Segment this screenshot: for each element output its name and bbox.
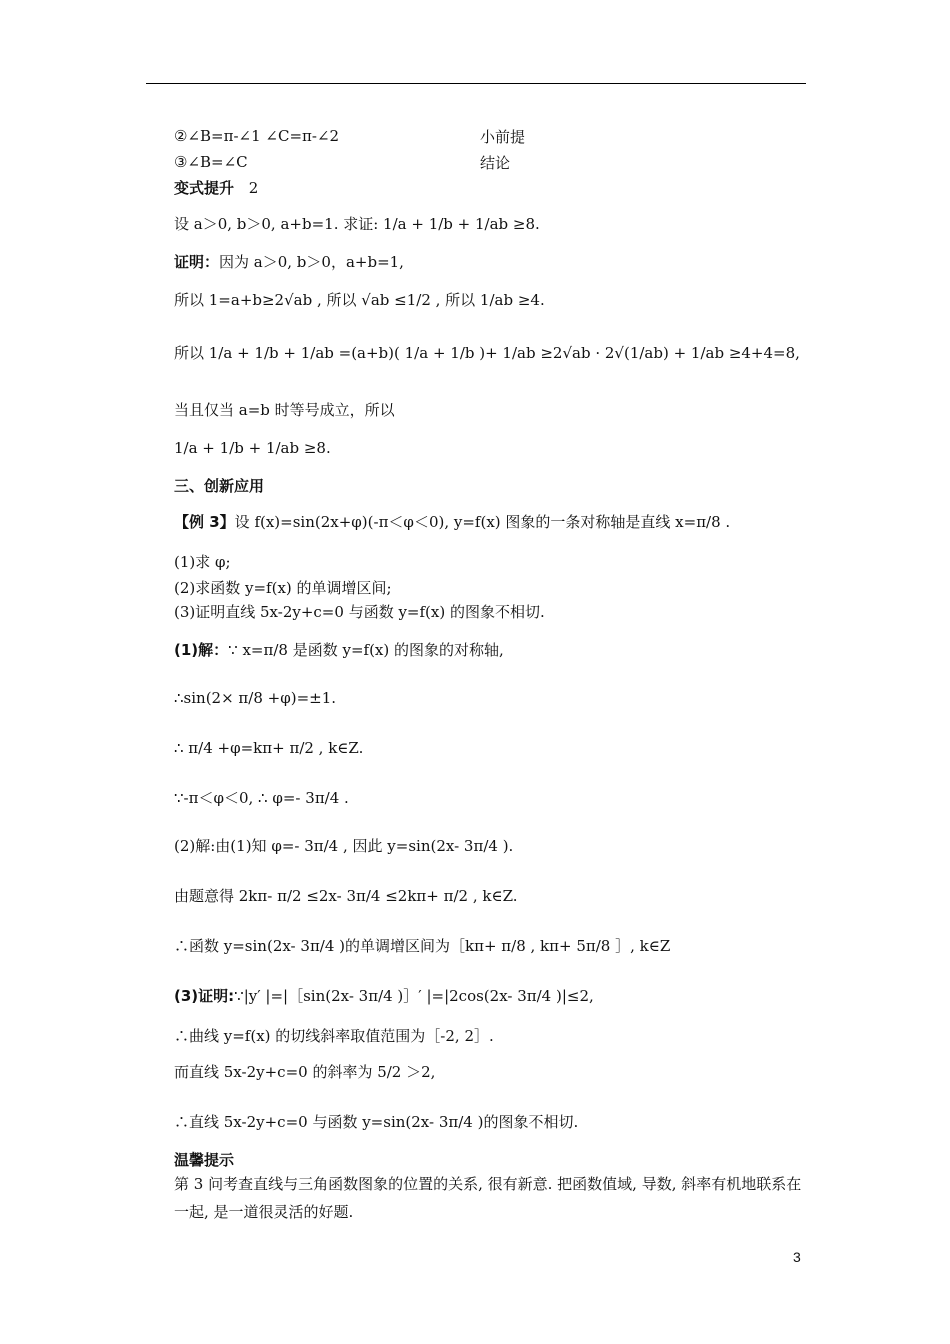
solution-2c: ∴函数 y=sin(2x- 3π/4 )的单调增区间为［kπ+ π/8 , kπ+ 5π/8 ］, k∈Z xyxy=(174,937,671,955)
question-1: (1)求 φ; xyxy=(174,553,231,571)
problem-statement: 设 a＞0, b＞0, a+b=1. 求证: 1/a + 1/b + 1/ab ≥8. xyxy=(174,215,540,233)
example-3 xyxy=(174,512,730,532)
solution-3b: ∴曲线 y=f(x) 的切线斜率取值范围为［-2, 2］. xyxy=(174,1027,494,1045)
proof-line-4: 当且仅当 a=b 时等号成立，所以 xyxy=(174,401,395,419)
solution-2b: 由题意得 2kπ- π/2 ≤2x- 3π/4 ≤2kπ+ π/2 , k∈Z. xyxy=(174,887,518,905)
section-3-heading: 三、创新应用 xyxy=(174,477,265,495)
solution-1c: ∴ π/4 +φ=kπ+ π/2 , k∈Z. xyxy=(174,739,364,757)
solution-1a xyxy=(174,640,504,660)
example-3-label: 【例 3】 xyxy=(174,513,235,531)
header-rule xyxy=(146,83,806,84)
solution-1a-text: ∵ x=π/8 是函数 y=f(x) 的图象的对称轴, xyxy=(228,641,504,659)
question-3: (3)证明直线 5x-2y+c=0 与函数 y=f(x) 的图象不相切. xyxy=(174,603,545,621)
example-3-text: 设 f(x)=sin(2x+φ)(-π＜φ＜0), y=f(x) 图象的一条对称轴是直线 x=π/8 . xyxy=(234,513,731,531)
solution-3a xyxy=(174,986,594,1006)
premise-label: 小前提 xyxy=(480,128,526,146)
proof-text-1: 因为 a＞0, b＞0，a+b=1, xyxy=(219,253,404,271)
bianshi-title: 变式提升 xyxy=(174,179,235,197)
tip-title: 温馨提示 xyxy=(174,1151,235,1169)
conclusion-line: ③∠B=∠C xyxy=(174,153,248,171)
solution-3d: ∴直线 5x-2y+c=0 与函数 y=sin(2x- 3π/4 )的图象不相切. xyxy=(174,1113,579,1131)
proof-line-5: 1/a + 1/b + 1/ab ≥8. xyxy=(174,439,331,457)
solution-1b: ∴sin(2× π/8 +φ)=±1. xyxy=(174,689,337,707)
solution-3-label: (3)证明: xyxy=(174,987,235,1005)
premise-line: ②∠B=π-∠1 ∠C=π-∠2 xyxy=(174,127,340,145)
page-number: 3 xyxy=(793,1249,801,1265)
question-2: (2)求函数 y=f(x) 的单调增区间; xyxy=(174,579,392,597)
solution-3c: 而直线 5x-2y+c=0 的斜率为 5/2 ＞2, xyxy=(174,1063,436,1081)
proof-line-3: 所以 1/a + 1/b + 1/ab =(a+b)( 1/a + 1/b )+ 1/ab ≥2√ab · 2√(1/ab) + 1/ab ≥4+4=8, xyxy=(174,344,800,362)
conclusion-label: 结论 xyxy=(480,154,511,172)
bianshi-heading xyxy=(174,178,258,198)
solution-1d: ∵-π＜φ＜0, ∴ φ=- 3π/4 . xyxy=(174,789,349,807)
solution-1-label: (1)解： xyxy=(174,641,229,659)
solution-2a: (2)解:由(1)知 φ=- 3π/4 , 因此 y=sin(2x- 3π/4 ). xyxy=(174,837,514,855)
proof-line-1 xyxy=(174,252,404,272)
tip-text: 第 3 问考查直线与三角函数图象的位置的关系, 很有新意. 把函数值域, 导数, 斜率有机地联系在一起, 是一道很灵活的好题. xyxy=(174,1175,802,1221)
proof-label: 证明： xyxy=(174,253,220,271)
bianshi-number: 2 xyxy=(248,179,259,197)
proof-line-2: 所以 1=a+b≥2√ab , 所以 √ab ≤1/2 , 所以 1/ab ≥4. xyxy=(174,291,545,309)
solution-3a-text: ∵|y′ |=|［sin(2x- 3π/4 )］′ |=|2cos(2x- 3π/4 )|≤2, xyxy=(234,987,594,1005)
